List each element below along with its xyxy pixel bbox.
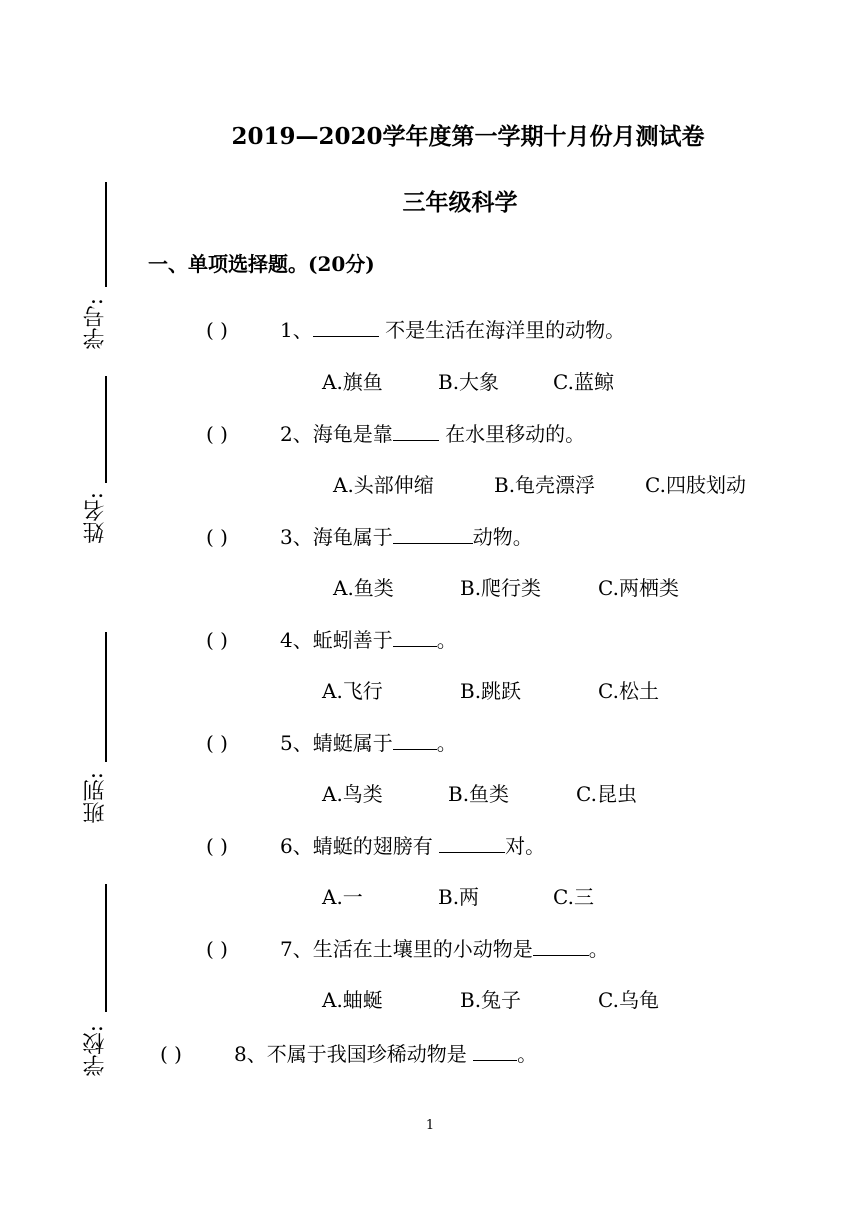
answer-bracket: ( )	[206, 731, 228, 755]
question-text: 5、蜻蜓属于	[280, 731, 393, 755]
answer-blank	[393, 731, 437, 750]
margin-line	[105, 632, 107, 762]
question-text: 不是生活在海洋里的动物。	[378, 318, 626, 342]
margin-line	[105, 182, 107, 287]
option-a: A.头部伸缩	[333, 473, 434, 497]
answer-bracket: ( )	[206, 422, 228, 446]
question-text: 。	[436, 628, 457, 652]
question-text: 8、不属于我国珍稀动物是	[234, 1042, 474, 1066]
question-text: 。	[436, 731, 457, 755]
answer-blank	[393, 422, 439, 441]
question-text: 2、海龟是靠	[280, 422, 393, 446]
option-b: B.两	[438, 885, 480, 909]
question-8	[160, 1038, 537, 1067]
section-heading: 一、单项选择题。(20分)	[148, 252, 375, 276]
student-id-label: 学号:	[83, 298, 108, 350]
option-b: B.跳跃	[460, 679, 522, 703]
option-c: C.昆虫	[576, 782, 637, 806]
answer-blank	[473, 1042, 517, 1061]
option-b: B.龟壳漂浮	[494, 473, 596, 497]
question-5	[206, 727, 457, 756]
question-text: 动物。	[472, 525, 533, 549]
question-3	[206, 521, 533, 550]
exam-subtitle: 三年级科学	[402, 189, 518, 216]
margin-line	[105, 884, 107, 1012]
question-text: 。	[517, 1042, 538, 1066]
answer-bracket: ( )	[206, 834, 228, 858]
question-text: 4、蚯蚓善于	[280, 628, 393, 652]
option-a: A.鱼类	[333, 576, 394, 600]
page-number: 1	[425, 1118, 435, 1133]
answer-bracket: ( )	[160, 1042, 182, 1066]
question-text: 7、生活在土壤里的小动物是	[280, 937, 533, 961]
answer-bracket: ( )	[206, 937, 228, 961]
exam-title: 2019—2020学年度第一学期十月份月测试卷	[231, 123, 705, 150]
answer-blank	[393, 525, 473, 544]
question-text: 3、海龟属于	[280, 525, 393, 549]
option-a: A.一	[322, 885, 363, 909]
question-2	[206, 418, 585, 447]
margin-line	[105, 376, 107, 483]
question-text: 6、蜻蜓的翅膀有	[280, 834, 440, 858]
answer-blank	[533, 937, 589, 956]
option-b: B.爬行类	[460, 576, 542, 600]
question-text: 1、	[280, 318, 313, 342]
answer-blank	[313, 318, 379, 337]
option-a: A.飞行	[322, 679, 383, 703]
option-c: C.松土	[598, 679, 659, 703]
question-6	[206, 830, 545, 859]
option-b: B.大象	[438, 370, 500, 394]
option-c: C.四肢划动	[645, 473, 746, 497]
question-text: 对。	[505, 834, 546, 858]
question-4	[206, 624, 457, 653]
option-a: A.旗鱼	[322, 370, 383, 394]
answer-bracket: ( )	[206, 525, 228, 549]
answer-bracket: ( )	[206, 318, 228, 342]
question-text: 。	[588, 937, 609, 961]
question-text: 在水里移动的。	[438, 422, 586, 446]
option-c: C.蓝鲸	[553, 370, 614, 394]
option-b: B.兔子	[460, 988, 522, 1012]
question-7	[206, 933, 609, 962]
school-label: 学校:	[83, 1025, 108, 1077]
name-label: 姓名:	[83, 492, 108, 544]
option-c: C.三	[553, 885, 594, 909]
answer-bracket: ( )	[206, 628, 228, 652]
option-b: B.鱼类	[448, 782, 510, 806]
option-a: A.鸟类	[322, 782, 383, 806]
question-1	[206, 314, 625, 343]
class-label: 班别:	[83, 772, 108, 824]
option-a: A.蚰蜒	[322, 988, 383, 1012]
answer-blank	[393, 628, 437, 647]
option-c: C.两栖类	[598, 576, 679, 600]
answer-blank	[439, 834, 505, 853]
option-c: C.乌龟	[598, 988, 659, 1012]
